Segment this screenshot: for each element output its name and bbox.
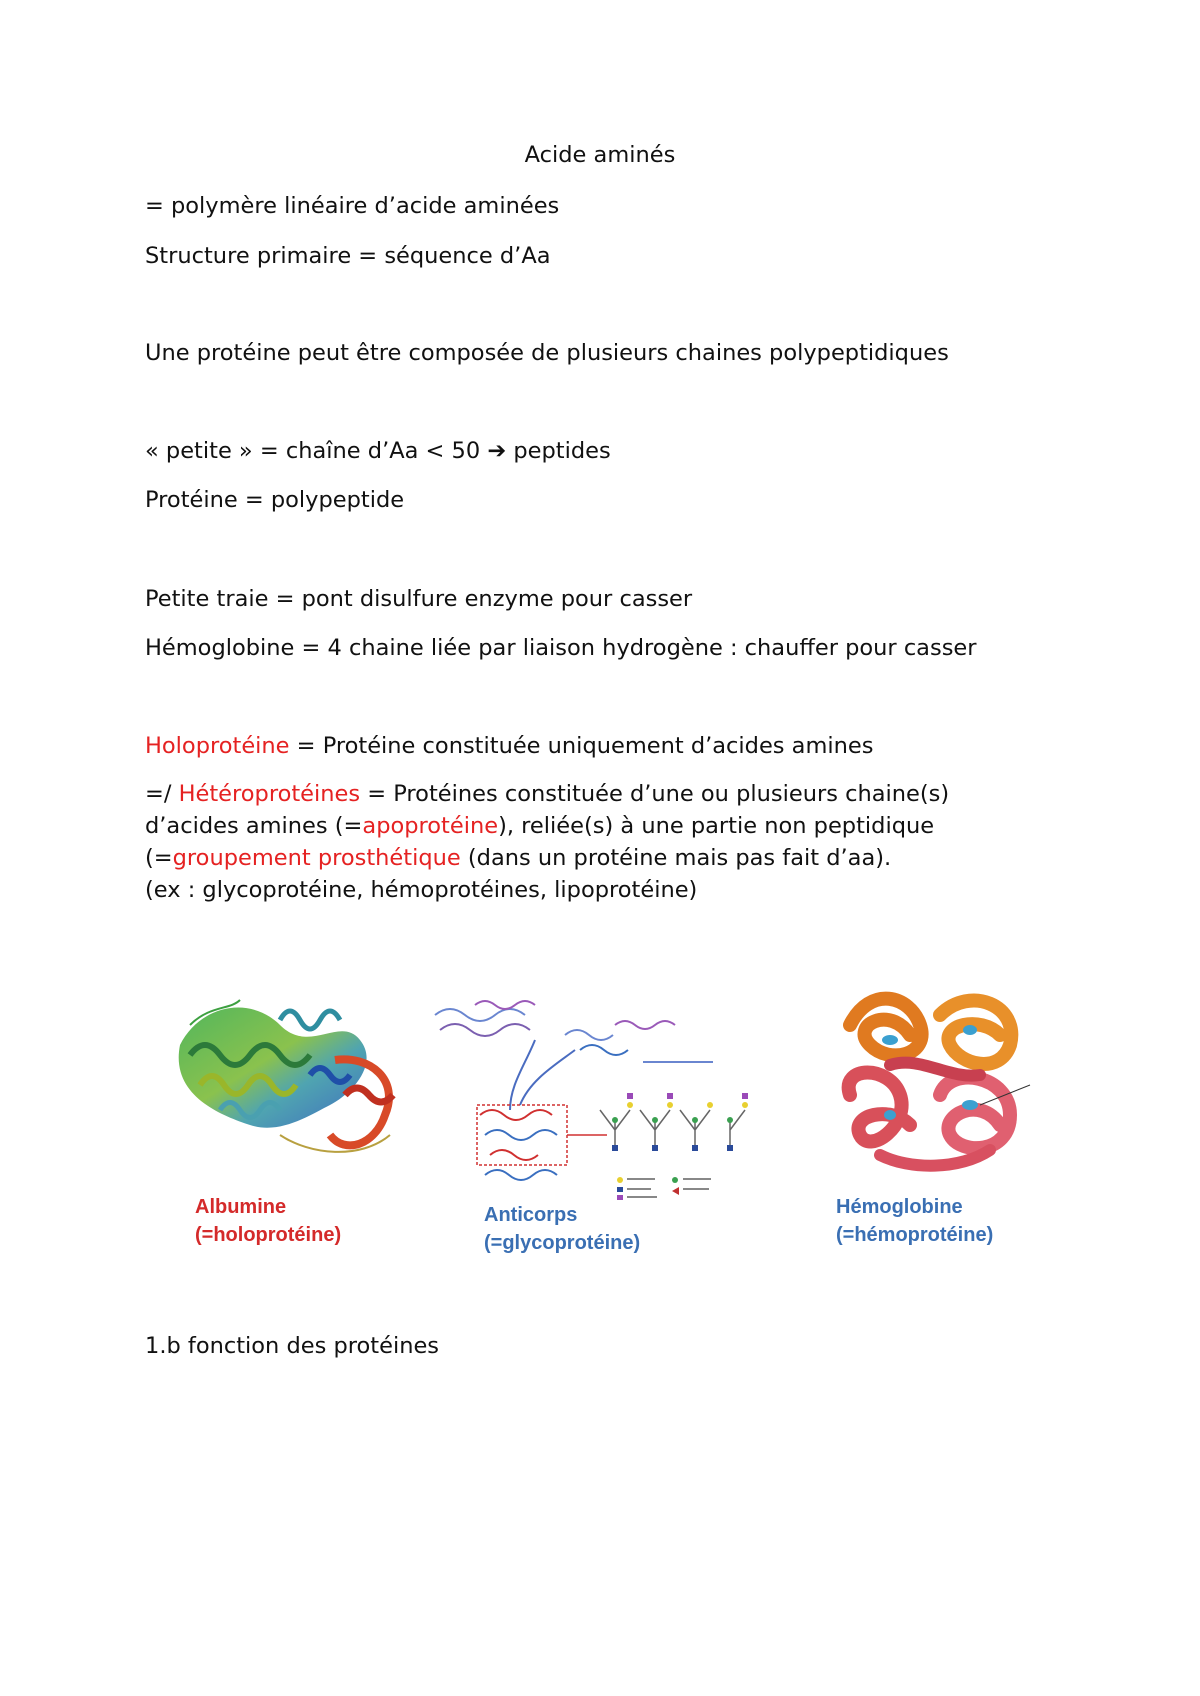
hemoglobin-sublabel: (=hémoprotéine) xyxy=(836,1224,994,1246)
primary-structure-line: Structure primaire = séquence d’Aa xyxy=(145,243,551,269)
hemoglobin-caption xyxy=(836,1193,993,1249)
hetero-line2b: ), reliée(s) à une partie non peptidique xyxy=(498,813,935,839)
hetero-line3b: (dans un protéine mais pas fait d’aa). xyxy=(460,845,892,871)
albumin-sublabel: (=holoprotéine) xyxy=(195,1224,342,1246)
peptide-line: « petite » = chaîne d’Aa < 50 ➔ peptides xyxy=(145,438,611,464)
heteroprotein-paragraph xyxy=(145,778,1065,906)
hetero-prefix: =/ xyxy=(145,781,179,807)
document-title: Acide aminés xyxy=(524,142,676,168)
antibody-structure-image xyxy=(415,995,785,1210)
hemoglobin-label: Hémoglobine xyxy=(836,1196,963,1218)
antibody-sublabel: (=glycoprotéine) xyxy=(484,1232,641,1254)
prosthetic-group-term: groupement prosthétique xyxy=(172,845,461,871)
apoprotein-term: apoprotéine xyxy=(362,813,499,839)
heteroprotein-term: Hétéroprotéines xyxy=(178,781,361,807)
hetero-definition: = Protéines constituée d’une ou plusieurs chaine(s) xyxy=(360,781,950,807)
holoprotein-term: Holoprotéine xyxy=(145,733,290,759)
definition-line: = polymère linéaire d’acide aminées xyxy=(145,193,560,219)
hetero-line3a: (= xyxy=(145,845,173,871)
holoprotein-line xyxy=(145,730,873,762)
hetero-line2a: d’acides amines (= xyxy=(145,813,363,839)
disulfide-line: Petite traie = pont disulfure enzyme pour casser xyxy=(145,586,693,612)
protein-composition-line: Une protéine peut être composée de plusieurs chaines polypeptidiques xyxy=(145,340,949,366)
albumin-caption xyxy=(195,1193,341,1249)
albumin-structure-image xyxy=(160,985,420,1185)
section-heading: 1.b fonction des protéines xyxy=(145,1333,440,1359)
antibody-caption xyxy=(484,1201,640,1257)
hemoglobin-line: Hémoglobine = 4 chaine liée par liaison hydrogène : chauffer pour casser xyxy=(145,635,977,661)
polypeptide-line: Protéine = polypeptide xyxy=(145,487,405,513)
holoprotein-definition: = Protéine constituée uniquement d’acides amines xyxy=(289,733,874,759)
albumin-label: Albumine xyxy=(195,1196,287,1218)
hemoglobin-structure-image xyxy=(830,985,1045,1185)
antibody-label: Anticorps xyxy=(484,1204,578,1226)
examples-line: (ex : glycoprotéine, hémoprotéines, lipoprotéine) xyxy=(145,877,698,903)
